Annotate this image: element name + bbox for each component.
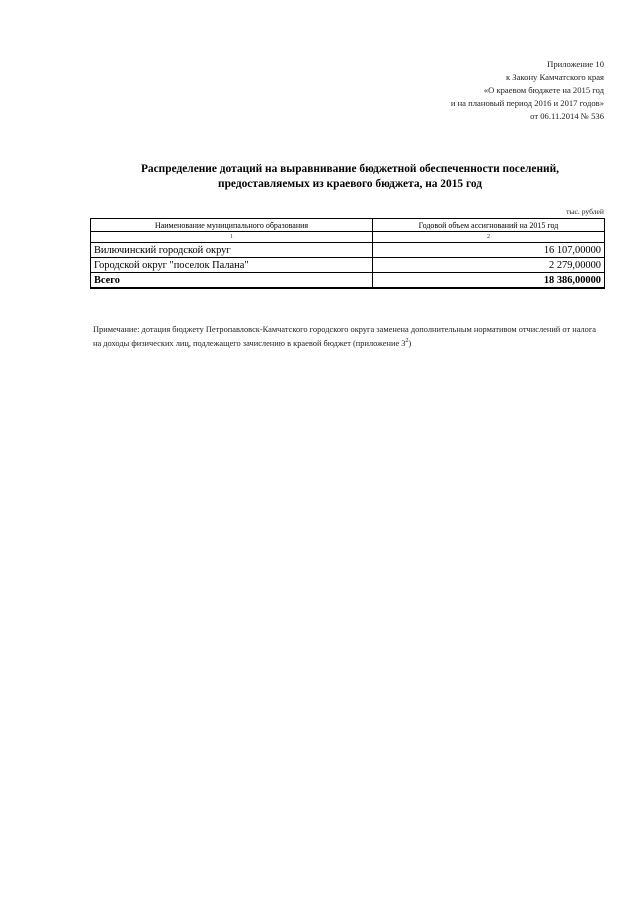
units-label: тыс. рублей bbox=[566, 207, 604, 216]
total-label: Всего bbox=[91, 273, 373, 289]
appendix-line: «О краевом бюджете на 2015 год bbox=[483, 85, 604, 95]
column-number: 2 bbox=[373, 232, 605, 243]
allocation-table bbox=[90, 218, 605, 289]
total-row bbox=[91, 273, 605, 289]
column-header-amount: Годовой объем ассигнований на 2015 год bbox=[373, 219, 605, 232]
table-row bbox=[91, 243, 605, 258]
footnote-tail: ) bbox=[408, 339, 412, 348]
allocation-amount: 2 279,00000 bbox=[373, 258, 605, 273]
column-number: 1 bbox=[91, 232, 373, 243]
municipality-name: Вилючинский городской округ bbox=[91, 243, 373, 258]
total-amount: 18 386,00000 bbox=[373, 273, 605, 289]
column-header-name: Наименование муниципального образования bbox=[91, 219, 373, 232]
footnote-superscript: 2 bbox=[405, 338, 409, 345]
appendix-line: Приложение 10 bbox=[547, 59, 604, 69]
column-number-row bbox=[91, 232, 605, 243]
table-row bbox=[91, 258, 605, 273]
title-line-2: предоставляемых из краевого бюджета, на 2015 год bbox=[218, 178, 482, 190]
municipality-name: Городской округ "поселок Палана" bbox=[91, 258, 373, 273]
footnote-text: Примечание: дотация бюджету Петропавловск-Камчатского городского округа заменена дополнительным нормативом отчислений от налога на доходы физических лиц, подлежащего зачислению в краевой бюджет (приложение 3 bbox=[93, 325, 597, 348]
document-title bbox=[90, 162, 610, 192]
allocation-amount: 16 107,00000 bbox=[373, 243, 605, 258]
footnote bbox=[93, 323, 603, 351]
appendix-line: от 06.11.2014 № 536 bbox=[530, 111, 604, 121]
title-line-1: Распределение дотаций на выравнивание бюджетной обеспеченности поселений, bbox=[140, 163, 560, 175]
table-header-row bbox=[91, 219, 605, 232]
appendix-header bbox=[451, 58, 604, 123]
appendix-line: и на плановый период 2016 и 2017 годов» bbox=[450, 98, 604, 108]
appendix-line: к Закону Камчатского края bbox=[505, 72, 604, 82]
